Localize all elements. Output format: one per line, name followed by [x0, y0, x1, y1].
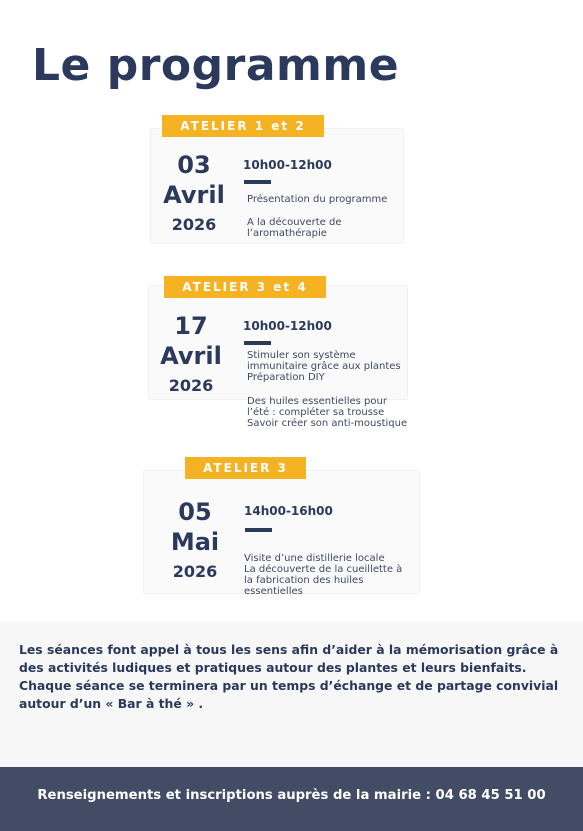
date-month: Avril [160, 342, 222, 370]
atelier-description-2b: Des huiles essentielles pour l’été : compléter sa trousse Savoir créer son anti-moustique [247, 396, 408, 429]
atelier-badge-3: ATELIER 3 [185, 457, 306, 479]
divider-dash [245, 528, 272, 532]
atelier-badge-2: ATELIER 3 et 4 [164, 276, 326, 298]
date-day: 17 [174, 312, 208, 340]
atelier-description-1a: Présentation du programme [247, 194, 388, 205]
date-year: 2026 [171, 215, 217, 234]
atelier-time-3: 14h00-16h00 [244, 504, 333, 518]
divider-dash [244, 341, 271, 345]
atelier-date-2 [150, 311, 232, 399]
atelier-time-2: 10h00-12h00 [243, 319, 332, 333]
page-title: Le programme [32, 40, 400, 91]
atelier-time-1: 10h00-12h00 [243, 158, 332, 172]
atelier-badge-1: ATELIER 1 et 2 [162, 115, 324, 137]
date-month: Mai [170, 528, 220, 556]
atelier-date-1 [153, 150, 235, 238]
footer-contact-text: Renseignements et inscriptions auprès de la mairie : 04 68 45 51 00 [37, 788, 546, 803]
atelier-description-1b: A la découverte de l’aromathérapie [247, 217, 342, 239]
date-year: 2026 [168, 376, 214, 395]
atelier-date-3 [153, 497, 237, 585]
atelier-description-2a: Stimuler son système immunitaire grâce aux plantes Préparation DIY [247, 350, 401, 383]
info-text: Les séances font appel à tous les sens afin d’aider à la mémorisation grâce à des activités ludiques et pratiques autour des plantes et leurs bienfaits. Chaque séance se terminera par un temps d’échange et de partage convivial autour d’un « Bar à thé » . [19, 642, 559, 711]
divider-dash [244, 180, 271, 184]
date-day: 05 [178, 498, 212, 526]
date-day: 03 [177, 151, 211, 179]
atelier-description-3: Visite d’une distillerie locale La découverte de la cueillette à la fabrication des huiles essentielles [244, 553, 403, 597]
date-year: 2026 [172, 562, 218, 581]
date-month: Avril [163, 181, 225, 209]
